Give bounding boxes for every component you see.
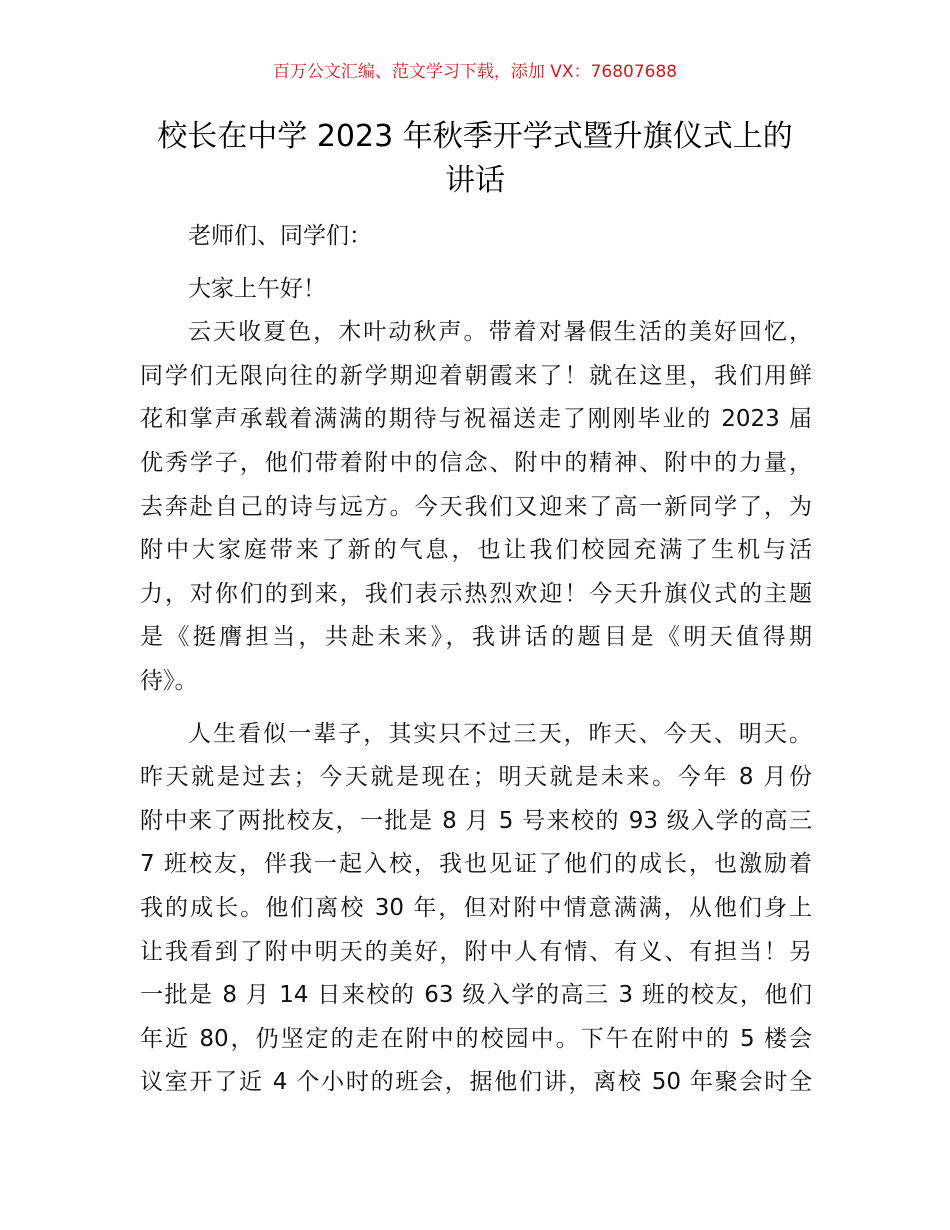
paragraph-line: 云天收夏色，木叶动秋声。带着对暑假生活的美好回忆， bbox=[188, 319, 812, 346]
paragraph-line: 力，对你们的到来，我们表示热烈欢迎！今天升旗仪式的主题 bbox=[140, 580, 812, 607]
paragraph-line: 一批是 8 月 14 日来校的 63 级入学的高三 3 班的校友，他们 bbox=[140, 982, 812, 1009]
paragraph-line: 人生看似一辈子，其实只不过三天，昨天、今天、明天。 bbox=[188, 720, 812, 747]
paragraph-line: 议室开了近 4 个小时的班会，据他们讲，离校 50 年聚会时全 bbox=[140, 1069, 812, 1096]
paragraph-line: 是《挺膺担当，共赴未来》，我讲话的题目是《明天值得期 bbox=[140, 624, 812, 651]
paragraph-line: 同学们无限向往的新学期迎着朝霞来了！就在这里，我们用鲜 bbox=[140, 362, 812, 389]
paragraph-line: 我的成长。他们离校 30 年，但对附中情意满满，从他们身上 bbox=[140, 894, 812, 921]
paragraph-line: 附中大家庭带来了新的气息，也让我们校园充满了生机与活 bbox=[140, 537, 812, 564]
salutation: 老师们、同学们： bbox=[188, 223, 372, 249]
paragraph-line: 年近 80，仍坚定的走在附中的校园中。下午在附中的 5 楼会 bbox=[140, 1025, 812, 1052]
paragraph bbox=[140, 713, 812, 1105]
paragraph-line: 花和掌声承载着满满的期待与祝福送走了刚刚毕业的 2023 届 bbox=[140, 406, 812, 433]
paragraph-line: 7 班校友，伴我一起入校，我也见证了他们的成长，也激励着 bbox=[140, 851, 812, 878]
paragraph-line: 去奔赴自己的诗与远方。今天我们又迎来了高一新同学了，为 bbox=[140, 493, 812, 520]
document-body bbox=[140, 215, 812, 1114]
watermark-banner: 百万公文汇编、范文学习下载，添加 VX：76807688 bbox=[272, 62, 678, 82]
greeting: 大家上午好！ bbox=[188, 275, 326, 302]
document-title bbox=[130, 115, 820, 203]
title-line: 校长在中学 2023 年秋季开学式暨升旗仪式上的 bbox=[157, 119, 793, 154]
title-line: 讲话 bbox=[445, 163, 505, 198]
paragraph bbox=[140, 311, 812, 703]
paragraph-line: 昨天就是过去；今天就是现在；明天就是未来。今年 8 月份 bbox=[140, 764, 812, 791]
paragraph-line: 让我看到了附中明天的美好，附中人有情、有义、有担当！另 bbox=[140, 938, 812, 965]
paragraph-line: 待》。 bbox=[140, 667, 198, 694]
paragraph-line: 优秀学子，他们带着附中的信念、附中的精神、附中的力量， bbox=[140, 449, 812, 476]
paragraph-line: 附中来了两批校友，一批是 8 月 5 号来校的 93 级入学的高三 bbox=[140, 807, 812, 834]
